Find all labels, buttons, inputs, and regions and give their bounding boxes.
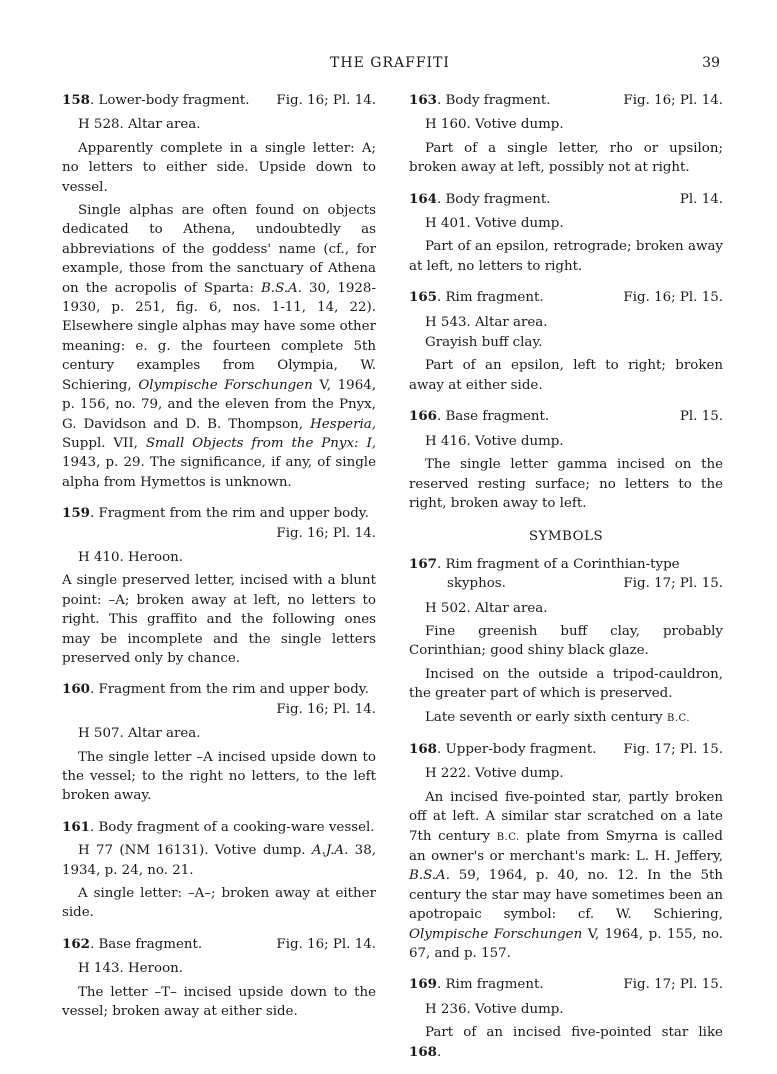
entry-title: . Rim fragment of a Corinthian-type: [436, 556, 680, 572]
figure-reference: Fig. 17; Pl. 15.: [623, 741, 723, 757]
entry-number: 169: [409, 976, 437, 993]
inventory-location: H 160. Votive dump.: [425, 117, 564, 133]
entry-number: 164: [409, 190, 437, 207]
inventory-location: H 410. Heroon.: [78, 549, 184, 565]
entry-heading: [409, 555, 723, 594]
fabric-description: Fine greenish buff clay, probably Corinthian; good shiny black glaze.: [409, 623, 723, 659]
figure-reference: Fig. 17; Pl. 15.: [623, 977, 723, 993]
entry-heading: [62, 91, 376, 110]
entry-number: 160: [62, 681, 90, 698]
entry-number: 163: [409, 92, 437, 108]
catalog-entry-167: [409, 555, 723, 728]
entry-number: 168: [409, 740, 437, 757]
entry-title: . Rim fragment.: [436, 290, 544, 306]
catalog-entry-158: [62, 91, 376, 492]
entry-heading: [409, 190, 723, 209]
catalog-entry-161: [62, 818, 376, 923]
description-paragraph: An incised five-pointed star, partly broken off at left. A similar star scratched on a late 7th century B.C. plate from Smyrna is called an owner's or merchant's mark: L. H. Jeffery, B.S.A. 59, 1964, p. 40, no. 12. In the 5th century the star may have sometimes been an apotropaic symbol: cf. W. Schiering, Olympische Forschungen V, 1964, p. 155, no. 67, and p. 157.: [409, 789, 724, 962]
inventory-location: H 507. Altar area.: [78, 726, 201, 742]
description-paragraph: A single preserved letter, incised with a blunt point: –A; broken away at left, no letters to right. This graffito and the following ones may be incomplete and the single letters preserved only by chance.: [62, 573, 376, 666]
catalog-entry-169: [409, 975, 723, 1062]
section-heading-symbols: SYMBOLS: [528, 529, 604, 545]
date-paragraph: Late seventh or early sixth century B.C.: [425, 709, 691, 725]
catalog-entry-168: [409, 740, 723, 963]
entry-title: . Fragment from the rim and upper body.: [89, 506, 369, 522]
clay-description: Grayish buff clay.: [425, 335, 543, 351]
inventory-location: H 528. Altar area.: [78, 117, 201, 133]
entry-title: . Body fragment.: [436, 93, 551, 108]
running-title: THE GRAFFITI: [330, 55, 450, 71]
description-paragraph: A single letter: –A–; broken away at either side.: [62, 886, 376, 921]
entry-heading: [409, 407, 723, 426]
catalog-entry-162: [62, 935, 376, 1022]
page-number: 39: [702, 55, 720, 71]
figure-reference: Fig. 16; Pl. 14.: [276, 701, 376, 717]
figure-reference: Pl. 15.: [679, 409, 723, 425]
entry-title: . Fragment from the rim and upper body.: [89, 682, 369, 698]
description-paragraph: The letter –T– incised upside down to the vessel; broken away at either side.: [62, 984, 376, 1020]
catalog-entry-164: [409, 190, 723, 277]
entry-title: . Base fragment.: [436, 409, 550, 425]
figure-reference: Fig. 16; Pl. 14.: [276, 936, 376, 952]
inventory-location: H 543. Altar area.: [425, 314, 548, 330]
right-column: [409, 91, 723, 1074]
description-paragraph: The single letter –A incised upside down to the vessel; to the right no letters, to the left broken away.: [62, 749, 376, 804]
entry-heading: [409, 975, 723, 994]
entry-number: 162: [62, 935, 90, 952]
catalog-entry-166: [409, 407, 723, 513]
description-paragraph: Part of an incised five-pointed star like 168.: [409, 1025, 723, 1060]
left-column: [62, 91, 376, 1033]
entry-title: . Upper-body fragment.: [436, 741, 597, 757]
entry-heading: [62, 680, 376, 719]
figure-reference: Fig. 16; Pl. 15.: [623, 290, 723, 306]
inventory-location: H 236. Votive dump.: [425, 1001, 564, 1017]
entry-heading: [62, 504, 376, 543]
description-paragraph: Apparently complete in a single letter: A; no letters to either side. Upside down to vessel.: [62, 140, 376, 195]
inventory-location: H 77 (NM 16131). Votive dump. A.J.A. 38, 1934, p. 24, no. 21.: [62, 843, 376, 878]
entry-number: 167: [409, 555, 437, 572]
description-paragraph: Part of a single letter, rho or upsilon; broken away at left, possibly not at right.: [409, 140, 723, 176]
entry-heading: [409, 91, 723, 110]
running-header: [60, 54, 720, 76]
catalog-entry-163: [409, 91, 723, 178]
entry-title: . Rim fragment.: [436, 977, 544, 993]
entry-number: 166: [409, 408, 437, 425]
entry-number: 161: [62, 818, 90, 835]
inventory-location: H 502. Altar area.: [425, 600, 548, 616]
entry-title: . Body fragment of a cooking-ware vessel.: [89, 819, 375, 835]
inventory-location: H 401. Votive dump.: [425, 216, 564, 232]
entry-title-continued: skyphos.: [447, 576, 506, 592]
entry-number: 165: [409, 289, 437, 306]
entry-number: 159: [62, 505, 90, 522]
figure-reference: Pl. 14.: [679, 191, 723, 207]
description-paragraph: The single letter gamma incised on the reserved resting surface; no letters to the right, broken away to left.: [409, 457, 723, 511]
entry-title: . Base fragment.: [89, 936, 203, 952]
entry-title: . Lower-body fragment.: [89, 93, 250, 108]
catalog-entry-165: [409, 288, 723, 395]
figure-reference: Fig. 16; Pl. 14.: [276, 93, 376, 108]
catalog-entry-160: [62, 680, 376, 805]
figure-reference: Fig. 17; Pl. 15.: [623, 576, 723, 592]
description-paragraph: Incised on the outside a tripod-cauldron, the greater part of which is preserved.: [409, 666, 723, 702]
entry-heading: [62, 935, 376, 954]
figure-reference: Fig. 16; Pl. 14.: [623, 93, 723, 108]
entry-heading: [409, 288, 723, 307]
entry-number: 158: [62, 92, 90, 108]
commentary-paragraph: Single alphas are often found on objects dedicated to Athena, undoubtedly as abbreviations of the goddess' name (cf., for example, those from the sanctuary of Athena on the acropolis of Sparta: B.S.A. 30, 1928-1930, p. 251, fig. 6, nos. 1-11, 14, 22). Elsewhere single alphas may have some other meaning: e. g. the fourteen complete 5th century examples from Olympia, W. Schiering, Olympische Forschungen V, 1964, p. 156, no. 79, and the eleven from the Pnyx, G. Davidson and D. B. Thompson, Hesperia, Suppl. VII, Small Objects from the Pnyx: I, 1943, p. 29. The significance, if any, of single alpha from Hymettos is unknown.: [62, 203, 377, 490]
catalog-entry-159: [62, 504, 376, 668]
entry-heading: [62, 818, 376, 837]
description-paragraph: Part of an epsilon, left to right; broken away at either side.: [409, 358, 723, 393]
description-paragraph: Part of an epsilon, retrograde; broken away at left, no letters to right.: [409, 239, 723, 274]
entry-title: . Body fragment.: [436, 191, 551, 207]
inventory-location: H 416. Votive dump.: [425, 433, 564, 449]
figure-reference: Fig. 16; Pl. 14.: [276, 525, 376, 541]
entry-heading: [409, 740, 723, 759]
inventory-location: H 222. Votive dump.: [425, 766, 564, 782]
inventory-location: H 143. Heroon.: [78, 961, 184, 977]
